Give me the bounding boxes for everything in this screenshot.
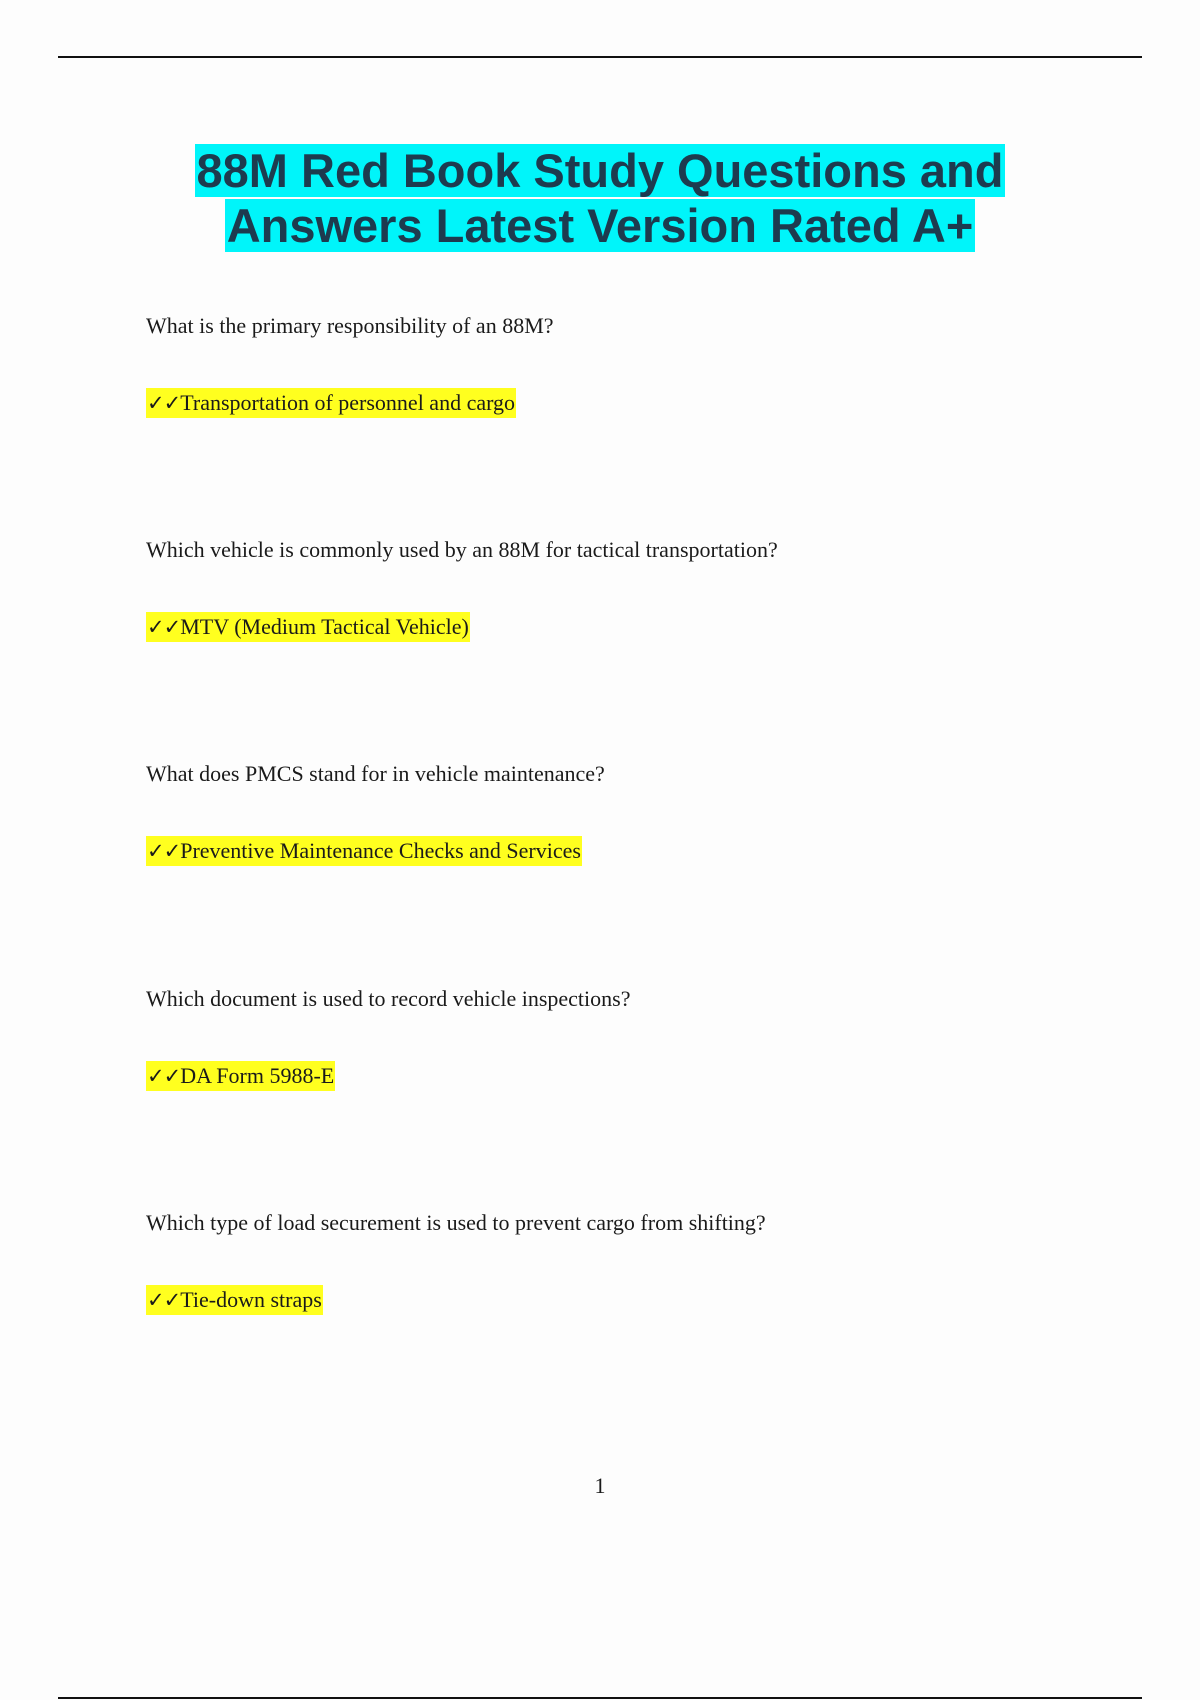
question-text: What does PMCS stand for in vehicle maintenance?: [146, 761, 605, 786]
answer-highlight: [146, 1061, 335, 1091]
title-line-2: Answers Latest Version Rated A+: [226, 199, 974, 252]
double-check-icon: ✓✓: [147, 1064, 181, 1088]
question-text: What is the primary responsibility of an 88M?: [146, 313, 554, 338]
header-rule: [58, 56, 1142, 58]
answer-text: [146, 1285, 323, 1315]
footer-rule: [58, 1697, 1142, 1699]
answer-label: MTV (Medium Tactical Vehicle): [180, 614, 469, 639]
answer-label: Preventive Maintenance Checks and Services: [180, 838, 581, 863]
answer-text: [146, 612, 470, 642]
answer-text: [146, 388, 516, 418]
answer-text: [146, 836, 582, 866]
qa-item-1: [146, 312, 1106, 415]
answer-highlight: [146, 1285, 323, 1315]
answer-text: [146, 1061, 335, 1091]
title-line-1: 88M Red Book Study Questions and: [196, 144, 1004, 197]
answer-highlight: [146, 836, 582, 866]
answer-label: DA Form 5988-E: [180, 1063, 335, 1088]
answer-label: Tie-down straps: [180, 1287, 322, 1312]
qa-item-4: [146, 985, 1106, 1088]
qa-item-5: [146, 1209, 1106, 1312]
document-title: [0, 143, 1200, 253]
question-text: Which type of load securement is used to prevent cargo from shifting?: [146, 1210, 766, 1235]
page-number: 1: [594, 1473, 606, 1498]
double-check-icon: ✓✓: [147, 615, 181, 639]
qa-item-3: [146, 760, 1106, 863]
qa-item-2: [146, 536, 1106, 639]
double-check-icon: ✓✓: [147, 839, 181, 863]
double-check-icon: ✓✓: [147, 391, 181, 415]
answer-highlight: [146, 388, 516, 418]
answer-label: Transportation of personnel and cargo: [180, 390, 516, 415]
question-text: Which vehicle is commonly used by an 88M for tactical transportation?: [146, 537, 778, 562]
answer-highlight: [146, 612, 470, 642]
double-check-icon: ✓✓: [147, 1288, 181, 1312]
question-text: Which document is used to record vehicle inspections?: [146, 986, 631, 1011]
